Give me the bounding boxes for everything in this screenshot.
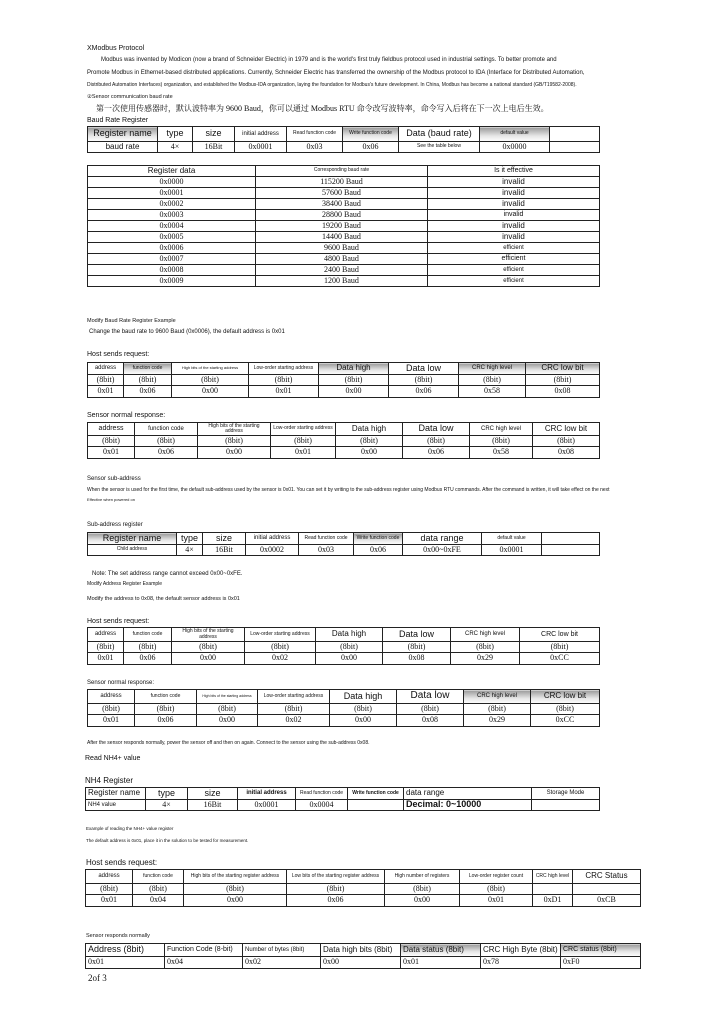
register-data: 0x0002 — [88, 199, 256, 210]
nh4-register-title: NH4 Register — [85, 776, 134, 785]
value: 0xCC — [520, 653, 600, 665]
header-crc-low: CRC low bit — [526, 363, 600, 375]
header-start-high: High bits of the starting address — [172, 363, 249, 375]
value: 0x00 — [385, 895, 460, 907]
cell-storage-mode — [532, 800, 600, 811]
header-function-code: function code — [135, 423, 198, 436]
subaddress-title: Sensor sub-address — [87, 476, 141, 482]
header-start-low: Low-order starting address — [258, 690, 330, 704]
cell-register-name: Child address — [88, 545, 177, 556]
value: 0x01 — [401, 957, 481, 969]
register-data: 0x0006 — [88, 243, 256, 254]
sensor-response-label: Sensor responds normally — [86, 933, 150, 939]
register-data: 0x0004 — [88, 221, 256, 232]
nh4-register-table — [85, 787, 600, 811]
baud-rate-table — [87, 165, 600, 287]
baud-heading: ②Sensor communication baud rate — [87, 94, 173, 100]
unit: (8bit) — [88, 642, 124, 653]
header-data-high: Data high — [330, 690, 397, 704]
baud-host-request-table — [87, 362, 600, 398]
cell-write-code: 0x06 — [343, 142, 399, 153]
header-start-low: Low bits of the starting register address — [287, 870, 385, 884]
unit: (8bit) — [86, 884, 133, 895]
header-crc-status: CRC status (8bit) — [561, 944, 641, 957]
header-data-low: Data low — [383, 628, 451, 642]
value: 0x06 — [135, 447, 198, 459]
header-data-high: Data high — [319, 363, 389, 375]
header-crc-high: CRC high level — [451, 628, 520, 642]
unit: (8bit) — [451, 642, 520, 653]
value: 0x02 — [243, 957, 321, 969]
header-crc-high: CRC high level — [533, 870, 573, 884]
cell-data-range: 0x00~0xFE — [403, 545, 482, 556]
effective-status: invalid — [428, 232, 600, 243]
modify-baud-title: Modify Baud Rate Register Example — [87, 318, 176, 324]
subaddress-register-table — [87, 532, 600, 556]
header-default-value: default value — [482, 533, 542, 545]
unit: (8bit) — [124, 642, 172, 653]
baud-rate: 9600 Baud — [256, 243, 428, 254]
header-crc-high: CRC High Byte (8bit) — [481, 944, 561, 957]
header-baud-rate: Corresponding baud rate — [256, 166, 428, 177]
header-crc-high: CRC high level — [459, 363, 526, 375]
chinese-note: 第一次使用传感器时，默认波特率为 9600 Baud，你可以通过 Modbus RTU 命令改写波特率，命令写入后将在下一次上电后生效。 — [96, 104, 549, 113]
cell-size: 16Bit — [203, 545, 246, 556]
empty-cell — [550, 127, 600, 142]
unit: (8bit) — [124, 375, 172, 386]
value: 0x01 — [88, 386, 124, 398]
value: 0x00 — [319, 386, 389, 398]
header-byte-count: Number of bytes (8bit) — [243, 944, 321, 957]
cell-data: See the table below — [399, 142, 480, 153]
header-register-name: Register name — [88, 127, 158, 142]
cell-type: 4× — [158, 142, 193, 153]
header-data-range: data range — [403, 533, 482, 545]
baud-rate: 2400 Baud — [256, 265, 428, 276]
header-read-function-code: Read function code — [299, 533, 354, 545]
cell-initial-address: 0x0001 — [238, 800, 296, 811]
intro-paragraph-3: Distributed Automation Interfaces) organization, and established the Modbus-IDA organization, laying the foundation for Modbus's future development. In China, Modbus has become a national standard (GB/T19582-2008). — [87, 82, 577, 88]
value: 0x06 — [124, 386, 172, 398]
baud-rate: 14400 Baud — [256, 232, 428, 243]
header-crc-low: CRC low bit — [520, 628, 600, 642]
cell-initial-address: 0x0001 — [235, 142, 287, 153]
value: 0x00 — [184, 895, 287, 907]
unit: (8bit) — [172, 375, 249, 386]
header-start-high: High bits of the starting address — [172, 628, 245, 642]
register-data: 0x0007 — [88, 254, 256, 265]
header-crc-low: CRC low bit — [533, 423, 600, 436]
unit: (8bit) — [316, 642, 383, 653]
header-address: address — [88, 690, 135, 704]
header-start-high: High bits of the starting register address — [184, 870, 287, 884]
header-start-low: Low-order starting address — [271, 423, 336, 436]
value: 0x58 — [459, 386, 526, 398]
baud-rate: 19200 Baud — [256, 221, 428, 232]
effective-status: invalid — [428, 221, 600, 232]
cell-default-value: 0x0000 — [480, 142, 550, 153]
register-data: 0x0008 — [88, 265, 256, 276]
effective-status: invalid — [428, 199, 600, 210]
unit: (8bit) — [460, 884, 533, 895]
value: 0x58 — [470, 447, 533, 459]
header-initial-address: initial address — [238, 788, 296, 800]
cell-size: 16Bit — [188, 800, 238, 811]
header-size: size — [188, 788, 238, 800]
unit: (8bit) — [88, 375, 124, 386]
cell-read-code: 0x0004 — [296, 800, 348, 811]
value: 0x01 — [86, 895, 133, 907]
cell-data-range: Decimal: 0~10000 — [404, 800, 532, 811]
effective-status: invalid — [428, 177, 600, 188]
header-function-code: function code — [124, 363, 172, 375]
header-function-code: function code — [124, 628, 172, 642]
header-crc-high: CRC high level — [470, 423, 533, 436]
unit: (8bit) — [135, 704, 197, 715]
effective-status: efficient — [428, 276, 600, 287]
baud-rate: 4800 Baud — [256, 254, 428, 265]
header-start-low: Low-order starting address — [249, 363, 319, 375]
header-initial-address: initial address — [235, 127, 287, 142]
unit: (8bit) — [385, 884, 460, 895]
unit: (8bit) — [383, 642, 451, 653]
value: 0x00 — [172, 653, 245, 665]
sensor-response-label: Sensor normal response: — [87, 412, 166, 419]
unit — [533, 884, 573, 895]
intro-paragraph-2: Promote Modbus in Ethernet-based distributed applications. Currently, Schneider Electric has transferred the ownership of the Modbus protocol to IDA (Interface for Distributed Automation, — [87, 70, 585, 76]
value: 0x02 — [258, 715, 330, 727]
unit: (8bit) — [184, 884, 287, 895]
value: 0x00 — [330, 715, 397, 727]
baud-rate: 1200 Baud — [256, 276, 428, 287]
value: 0x01 — [88, 447, 135, 459]
value: 0x01 — [271, 447, 336, 459]
header-type: type — [158, 127, 193, 142]
header-function-code: function code — [135, 690, 197, 704]
intro-paragraph-1: Modbus was invented by Modicon (now a brand of Schneider Electric) in 1979 and is the world's first truly fieldbus protocol used in industrial settings. To better promote and — [101, 57, 557, 63]
value: 0x06 — [135, 715, 197, 727]
baud-register-title: Baud Rate Register — [87, 117, 149, 124]
subaddress-desc2: Effective when powered on — [87, 497, 135, 502]
unit: (8bit) — [197, 704, 258, 715]
baud-rate: 38400 Baud — [256, 199, 428, 210]
value: 0x00 — [336, 447, 403, 459]
cell-read-code: 0x03 — [299, 545, 354, 556]
value: 0x01 — [88, 715, 135, 727]
header-type: type — [146, 788, 188, 800]
value: 0x01 — [249, 386, 319, 398]
unit: (8bit) — [526, 375, 600, 386]
modify-address-desc: Modify the address to 0x08, the default sensor address is 0x01 — [87, 596, 240, 602]
address-host-request-table — [87, 627, 600, 665]
value: 0xCC — [531, 715, 600, 727]
value: 0x08 — [383, 653, 451, 665]
value: 0x06 — [124, 653, 172, 665]
header-data-low: Data low — [389, 363, 459, 375]
unit: (8bit) — [389, 375, 459, 386]
header-register-name: Register name — [86, 788, 146, 800]
unit: (8bit) — [88, 436, 135, 447]
cell-default-value: 0x0001 — [482, 545, 542, 556]
register-data: 0x0001 — [88, 188, 256, 199]
read-nh4-title: Read NH4+ value — [85, 755, 141, 762]
effective-status: invalid — [428, 188, 600, 199]
header-data-low: Data low — [397, 690, 464, 704]
nh4-host-request-table — [85, 869, 641, 907]
header-register-data: Register data — [88, 166, 256, 177]
unit: (8bit) — [249, 375, 319, 386]
header-write-function-code: Write function code — [354, 533, 403, 545]
unit: (8bit) — [470, 436, 533, 447]
subaddress-register-title: Sub-address register — [87, 522, 143, 528]
unit: (8bit) — [330, 704, 397, 715]
unit: (8bit) — [88, 704, 135, 715]
header-effective: Is it effective — [428, 166, 600, 177]
header-address: address — [88, 423, 135, 436]
header-default-value: default value — [480, 127, 550, 142]
cell-size: 16Bit — [193, 142, 235, 153]
value: 0x04 — [165, 957, 243, 969]
header-size: size — [193, 127, 235, 142]
value: 0x00 — [172, 386, 249, 398]
unit: (8bit) — [531, 704, 600, 715]
value: 0x06 — [403, 447, 470, 459]
section-title: XModbus Protocol — [87, 45, 145, 52]
value: 0x00 — [321, 957, 401, 969]
header-data-high: Data high — [316, 628, 383, 642]
unit: (8bit) — [245, 642, 316, 653]
unit — [573, 884, 641, 895]
value: 0xD1 — [533, 895, 573, 907]
value: 0x04 — [133, 895, 184, 907]
host-request-label: Host sends request: — [87, 618, 150, 625]
header-data-high: Data high bits (8bit) — [321, 944, 401, 957]
cell-type: 4× — [177, 545, 203, 556]
header-storage-mode: Storage Mode — [532, 788, 600, 800]
value: 0x78 — [481, 957, 561, 969]
effective-status: efficient — [428, 243, 600, 254]
effective-status: efficient — [428, 254, 600, 265]
empty-cell — [542, 533, 600, 545]
unit: (8bit) — [336, 436, 403, 447]
unit: (8bit) — [258, 704, 330, 715]
value: 0x01 — [88, 653, 124, 665]
unit: (8bit) — [287, 884, 385, 895]
header-write-function-code: Write function code — [348, 788, 404, 800]
header-data-low: Data low — [403, 423, 470, 436]
nh4-example-desc: The default address is 0x01, place it in the solution to be tested for measurement. — [86, 838, 249, 843]
unit: (8bit) — [459, 375, 526, 386]
modify-address-title: Modify Address Register Example — [87, 581, 163, 587]
header-data-high: Data high — [336, 423, 403, 436]
host-request-label: Host sends request: — [86, 858, 158, 867]
value: 0xF0 — [561, 957, 641, 969]
header-address: Address (8bit) — [86, 944, 165, 957]
value: 0x01 — [460, 895, 533, 907]
header-registers-low: Low-order register count — [460, 870, 533, 884]
header-crc-status: CRC Status — [573, 870, 641, 884]
baud-rate: 28800 Baud — [256, 210, 428, 221]
cell-initial-address: 0x0002 — [246, 545, 299, 556]
value: 0x01 — [86, 957, 165, 969]
header-write-function-code: Write function code — [343, 127, 399, 142]
cell-register-name: NH4 value — [86, 800, 146, 811]
header-address: address — [88, 363, 124, 375]
unit: (8bit) — [172, 642, 245, 653]
header-crc-high: CRC high level — [464, 690, 531, 704]
value: 0x00 — [197, 715, 258, 727]
unit: (8bit) — [397, 704, 464, 715]
baud-rate: 57600 Baud — [256, 188, 428, 199]
unit: (8bit) — [271, 436, 336, 447]
modify-baud-desc: Change the baud rate to 9600 Baud (0x0006), the default address is 0x01 — [89, 329, 285, 335]
after-response-note: After the sensor responds normally, power the sensor off and then on again. Connect to the sensor using the sub-address 0x08. — [87, 740, 370, 746]
subaddress-desc: When the sensor is used for the first time, the default sub-address used by the sensor is 0x01. You can set it by writing to the sub-address register using Modbus RTU commands. After the command is written, it will take effect on the next — [87, 487, 610, 493]
value: 0x29 — [451, 653, 520, 665]
empty-cell — [550, 142, 600, 153]
baud-register-table — [87, 126, 600, 153]
header-data: Data (baud rate) — [399, 127, 480, 142]
header-start-high: High bits of the starting address — [197, 690, 258, 704]
header-read-function-code: Read function code — [296, 788, 348, 800]
unit: (8bit) — [133, 884, 184, 895]
header-address: address — [86, 870, 133, 884]
header-crc-low: CRC low bit — [531, 690, 600, 704]
header-start-high: High bits of the starting address — [198, 423, 271, 436]
nh4-sensor-response-table — [85, 943, 641, 969]
header-address: address — [88, 628, 124, 642]
cell-write-code: 0x06 — [354, 545, 403, 556]
header-function-code: Function Code (8-bit) — [165, 944, 243, 957]
unit: (8bit) — [319, 375, 389, 386]
effective-status: invalid — [428, 210, 600, 221]
header-type: type — [177, 533, 203, 545]
value: 0x08 — [526, 386, 600, 398]
baud-rate: 115200 Baud — [256, 177, 428, 188]
cell-read-code: 0x03 — [287, 142, 343, 153]
header-data-range: data range — [404, 788, 532, 800]
value: 0x08 — [533, 447, 600, 459]
header-start-low: Low-order starting address — [245, 628, 316, 642]
unit: (8bit) — [533, 436, 600, 447]
nh4-example-title: Example of reading the NH4+ value register — [86, 826, 174, 831]
header-read-function-code: Read function code — [287, 127, 343, 142]
value: 0x02 — [245, 653, 316, 665]
value: 0x08 — [397, 715, 464, 727]
cell-write-code — [348, 800, 404, 811]
page-number: 2of 3 — [88, 973, 107, 983]
register-data: 0x0003 — [88, 210, 256, 221]
register-data: 0x0000 — [88, 177, 256, 188]
register-data: 0x0005 — [88, 232, 256, 243]
header-registers-high: High number of registers — [385, 870, 460, 884]
address-sensor-response-table — [87, 689, 600, 727]
unit: (8bit) — [464, 704, 531, 715]
cell-type: 4× — [146, 800, 188, 811]
unit: (8bit) — [198, 436, 271, 447]
register-data: 0x0009 — [88, 276, 256, 287]
sensor-response-label: Sensor normal response: — [87, 680, 155, 686]
subaddress-note: Note: The set address range cannot exceed 0x00~0xFE. — [92, 571, 243, 577]
effective-status: efficient — [428, 265, 600, 276]
header-size: size — [203, 533, 246, 545]
unit: (8bit) — [520, 642, 600, 653]
header-function-code: function code — [133, 870, 184, 884]
unit: (8bit) — [403, 436, 470, 447]
value: 0x29 — [464, 715, 531, 727]
header-register-name: Register name — [88, 533, 177, 545]
value: 0x00 — [198, 447, 271, 459]
host-request-label: Host sends request: — [87, 351, 150, 358]
empty-cell — [542, 545, 600, 556]
cell-register-name: baud rate — [88, 142, 158, 153]
value: 0x06 — [389, 386, 459, 398]
unit: (8bit) — [135, 436, 198, 447]
baud-sensor-response-table — [87, 422, 600, 459]
header-initial-address: initial address — [246, 533, 299, 545]
value: 0x06 — [287, 895, 385, 907]
value: 0x00 — [316, 653, 383, 665]
value: 0xCB — [573, 895, 641, 907]
header-data-status: Data status (8bit) — [401, 944, 481, 957]
